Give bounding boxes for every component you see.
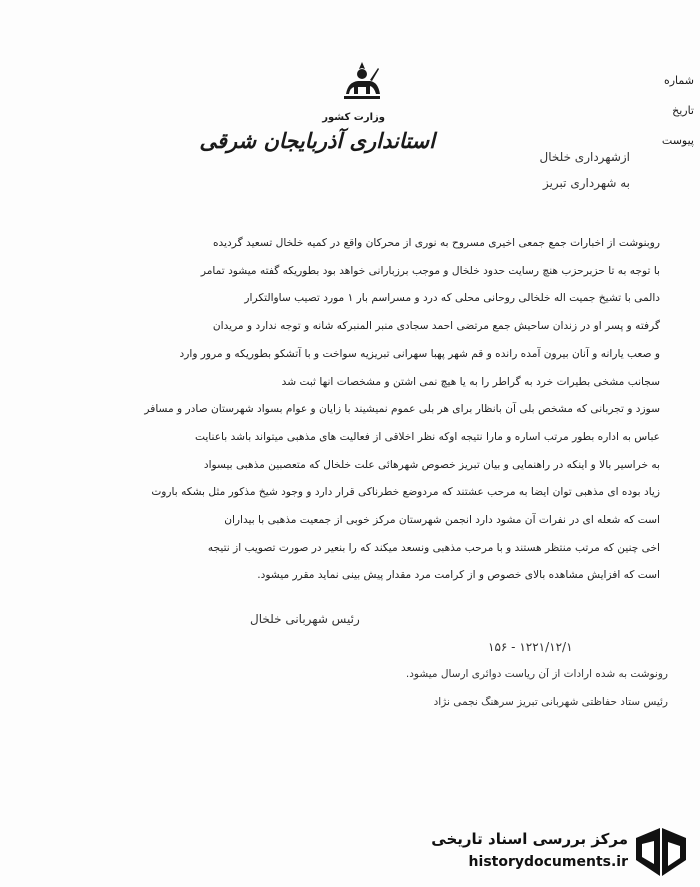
body-line: سوزد و تجربانی که مشخص بلی آن بانظار برای هر بلی عموم نمیشیند با زایان و عوام بسواد شهرستان صادر و مسافر	[144, 403, 660, 416]
watermark-title: مرکز بررسی اسناد تاریخی	[431, 830, 628, 848]
body-line: به خراسیر بالا و اینکه در راهنمایی و بیان تبریز خصوص شهرهائی علت خلخال که متعصبین مذهبی بیسواد	[203, 458, 660, 471]
copy-recipient: رئیس ستاد حفاظتی شهربانی تبریز سرهنگ نجمی نژاد	[433, 696, 668, 708]
governorate-name: استانداری آذربایجان شرقی	[199, 128, 435, 153]
body-line: زیاد بوده ای مذهبی توان ایضا به مرحب عشتند که مردوضع خطرناکی قرار دارد و وجود شیخ مذکور مثل بشکه باروت	[151, 486, 660, 499]
body-line: است که شعله ای در نفرات آن مشود دارد انجمن شهرستان مرکز خوبی از جمعیت مذهبی با بیداران	[224, 514, 660, 527]
date-label: تاریخ	[672, 104, 694, 117]
watermark	[418, 824, 690, 880]
body-line: عباس به اداره بطور مرتب اساره و مارا نتیجه اوکه نظر اخلاقی از فعالیت های مذهبی میتواند باشد باعنایت	[194, 430, 660, 443]
body-line: روبنوشت از اخبارات جمع جمعی اخیری مسروح به نوری از محرکان واقع در کمیه خلخال تسعید گردیده	[212, 237, 660, 249]
letter-body	[30, 230, 660, 590]
sender-line: ازشهرداری خلخال	[539, 150, 630, 164]
signature-title: رئیس شهربانی خلخال	[250, 612, 360, 626]
body-line: گرفته و پسر او در زندان ساحیش جمع مرتضی احمد سجادی منبر المنبرکه شانه و توجه ندارد و مریدان	[212, 320, 660, 333]
body-line: و صعب یارانه و آنان بیرون آمده رانده و قم شهر پهبا سهرانی تبریزیه سواخت و با آتشکو بطوریکه و مرور وارد	[179, 347, 660, 360]
watermark-url: historydocuments.ir	[468, 854, 628, 870]
lion-and-sun-emblem-icon	[340, 60, 384, 104]
recipient-line: به شهرداری تبریز	[542, 176, 630, 190]
body-line: است که افزایش مشاهده بالای خصوص و از کرامت مرد مقدار پیش بینی نماید مقرر میشود.	[257, 569, 660, 582]
document-number: ۱۲۲۱/۱۲/۱ - ۱۵۶	[488, 640, 573, 654]
archive-logo-icon	[632, 824, 690, 880]
body-line: سجانب مشخی بطیرات خرد به گراطر را به یا هیچ نمی اشتن و مشخصات انها ثبت شد	[281, 375, 660, 388]
body-line: دالمی با تشیخ جمیت اله خلخالی روحانی محلی که درد و مسراسم بار ۱ مورد تصیب ساوالتکرار	[244, 292, 660, 305]
ministry-name: وزارت کشور	[322, 112, 385, 123]
copy-note: رونوشت به شده ارادات از آن ریاست دوائری ارسال میشود.	[405, 668, 668, 680]
document-meta	[662, 66, 694, 156]
attachment-label: پیوست	[661, 134, 694, 147]
number-label: شماره	[663, 74, 694, 87]
body-line: با توجه به تا حزبرحزب هنچ رسایت حدود خلخال و موجب برزبارانی خواهد بود بطوریکه گفته میشود تمامر	[200, 264, 660, 277]
body-line: اخی چنین که مرتب منتظر هستند و با مرحب مذهبی ونسعد میکند که را بنعیر در صورت تصویب از نتیجه	[207, 541, 660, 554]
